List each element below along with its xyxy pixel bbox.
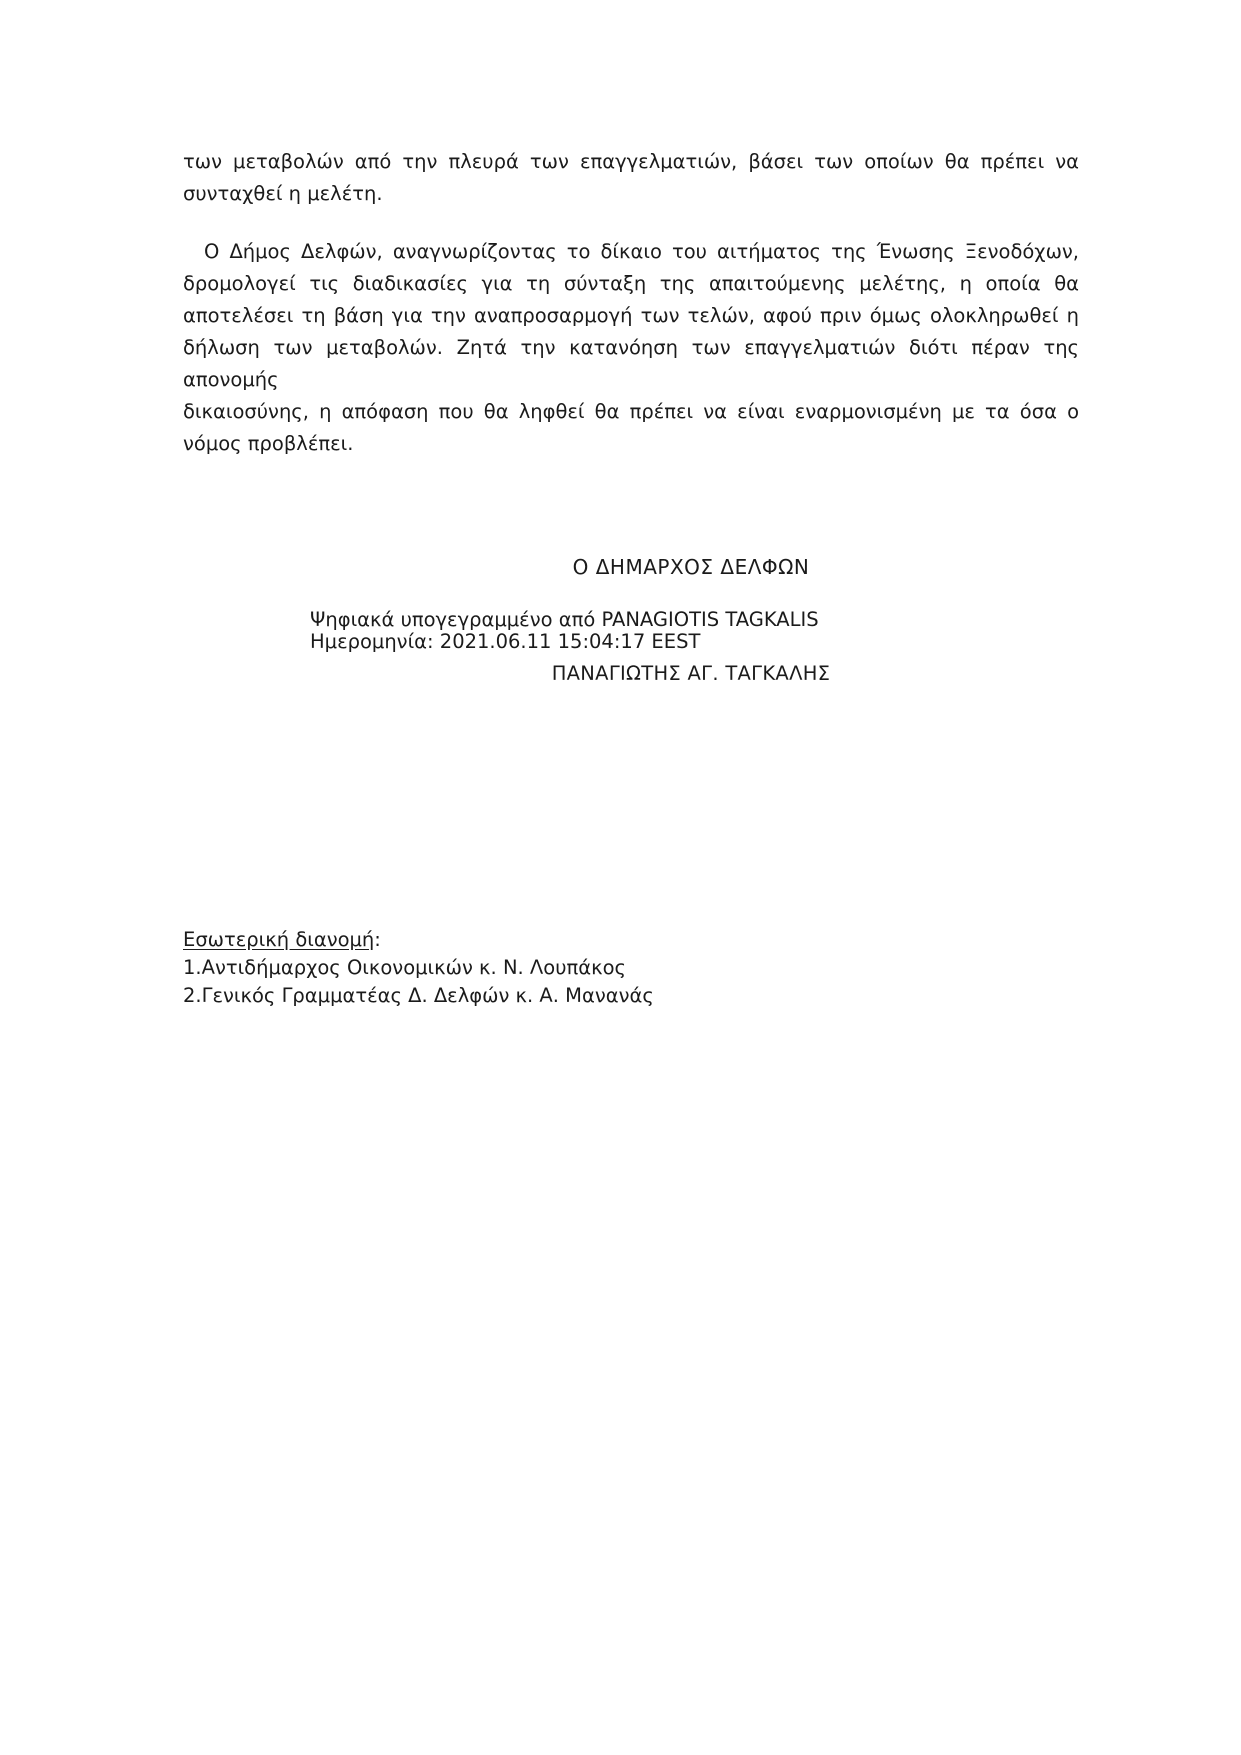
digital-signature-stamp	[310, 609, 819, 652]
distribution-heading	[183, 926, 1079, 954]
internal-distribution	[183, 926, 1079, 1010]
distribution-item: 2.Γενικός Γραμματέας Δ. Δελφών κ. Α. Μανανάς	[183, 984, 654, 1007]
distribution-item: 1.Αντιδήμαρχος Οικονομικών κ. Ν. Λουπάκος	[183, 956, 626, 979]
text-line: νόμος προβλέπει.	[183, 432, 354, 455]
paragraph-main	[183, 236, 1079, 460]
text-line: συνταχθεί η μελέτη.	[183, 182, 383, 205]
signature-block-title: Ο ΔΗΜΑΡΧΟΣ ΔΕΛΦΩΝ	[572, 555, 810, 579]
text-line: δικαιοσύνης, η απόφαση που θα ληφθεί θα πρέπει να είναι εναρμονισμένη με τα όσα ο	[183, 400, 1079, 423]
signer-name: ΠΑΝΑΓΙΩΤΗΣ ΑΓ. ΤΑΓΚΑΛΗΣ	[551, 662, 831, 685]
text-line: δρομολογεί τις διαδικασίες για τη σύνταξη της απαιτούμενης μελέτης, η οποία θα	[183, 272, 1079, 295]
digital-signature-date: Ημερομηνία: 2021.06.11 15:04:17 EEST	[310, 629, 701, 653]
distribution-heading-text: Εσωτερική διανομή	[183, 928, 375, 951]
digital-signature-line: Ψηφιακά υπογεγραμμένο από PANAGIOTIS TAGKALIS	[310, 608, 819, 631]
paragraph-continuation	[183, 146, 1079, 210]
text-line: δήλωση των μεταβολών. Ζητά την κατανόηση των επαγγελματιών διότι πέραν της απονομής	[183, 336, 1079, 391]
distribution-heading-colon: :	[374, 928, 381, 951]
text-line: των μεταβολών από την πλευρά των επαγγελματιών, βάσει των οποίων θα πρέπει να	[183, 150, 1079, 173]
text-line: Ο Δήμος Δελφών, αναγνωρίζοντας το δίκαιο του αιτήματος της Ένωσης Ξενοδόχων,	[204, 240, 1079, 263]
text-line: αποτελέσει τη βάση για την αναπροσαρμογή των τελών, αφού πριν όμως ολοκληρωθεί η	[183, 304, 1079, 327]
